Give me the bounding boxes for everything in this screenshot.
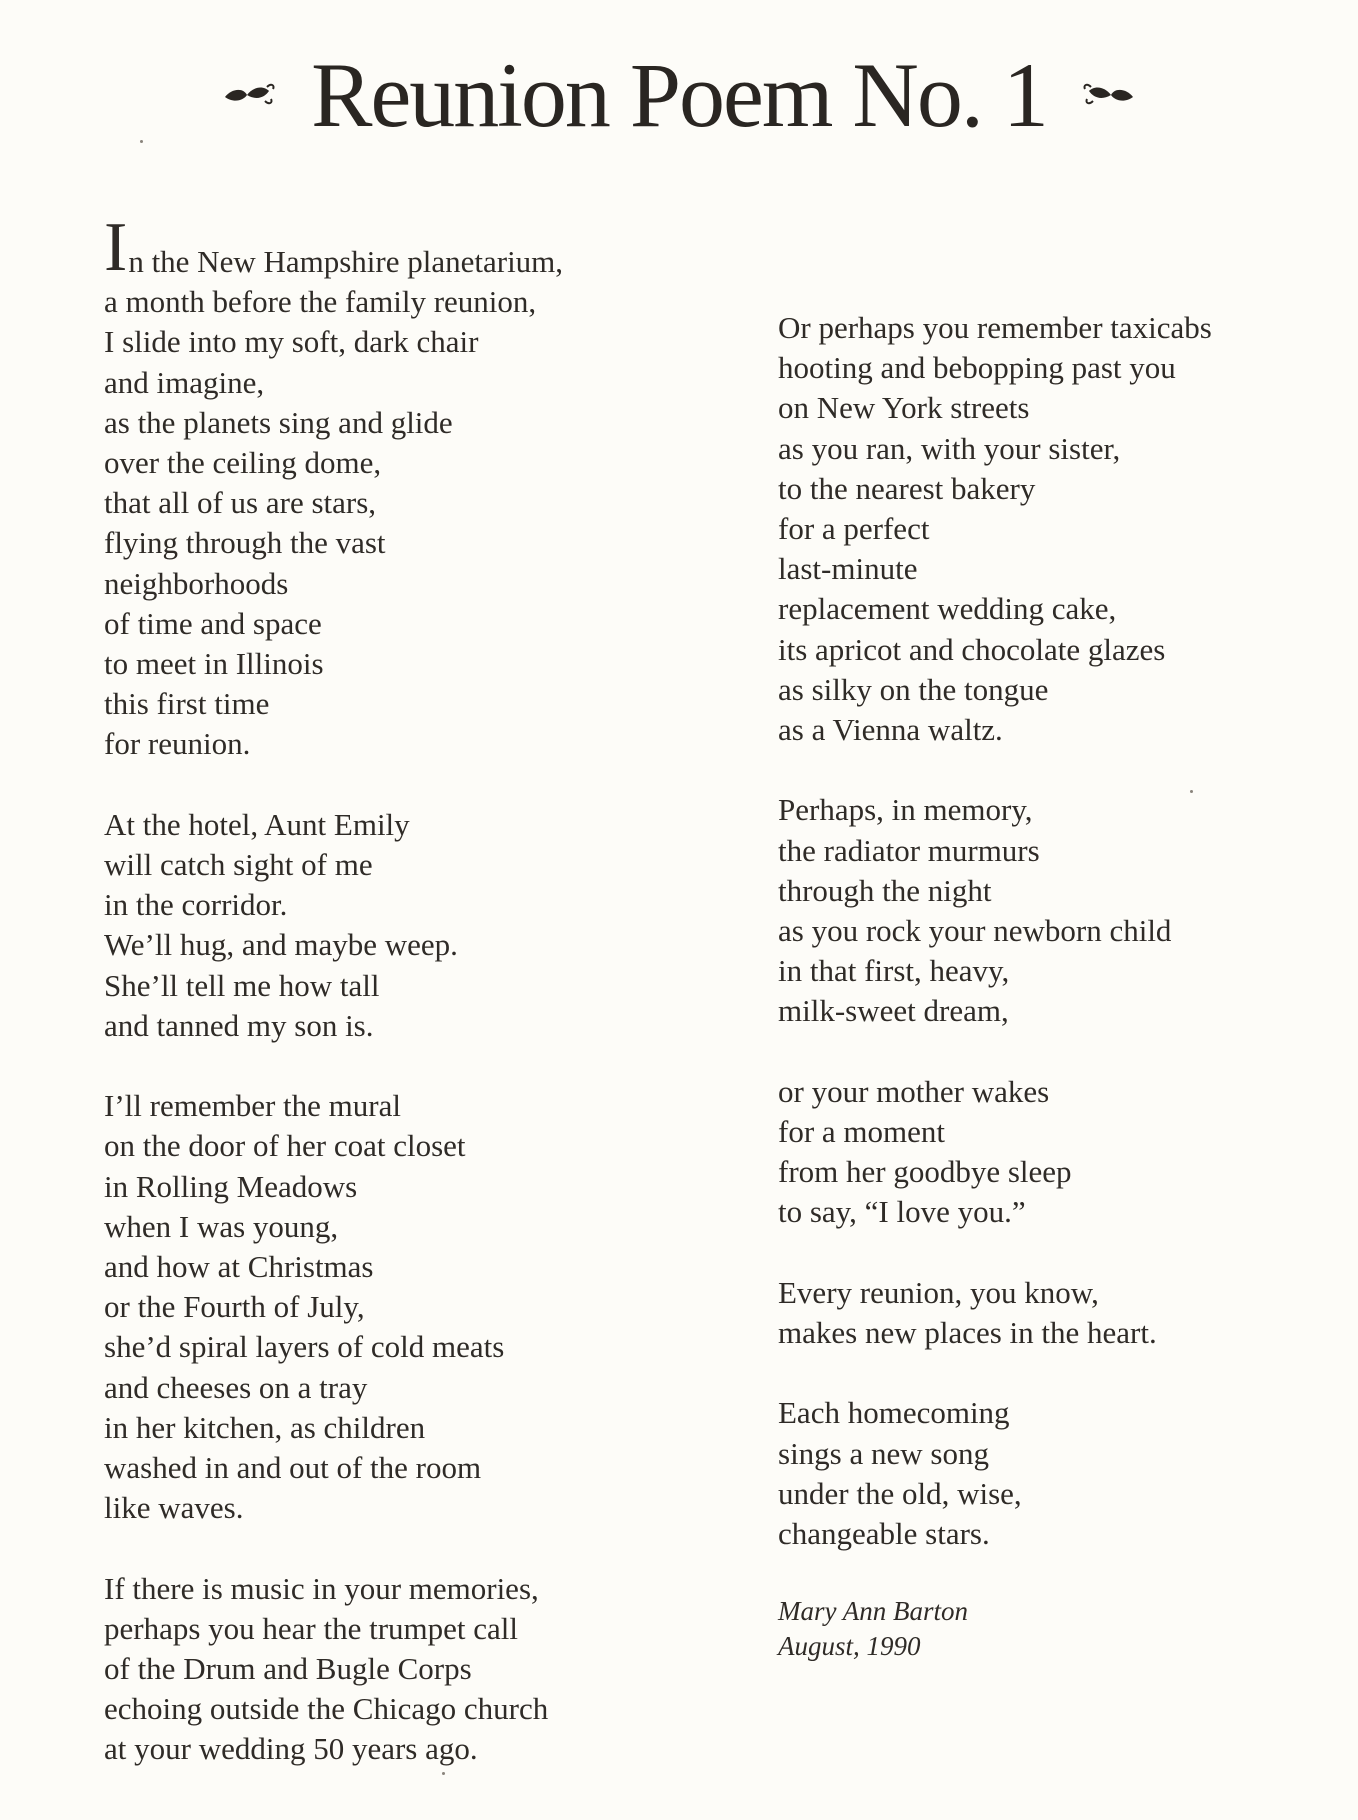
poem-line: its apricot and chocolate glazes bbox=[778, 631, 1166, 667]
poem-line: to the nearest bakery bbox=[778, 470, 1036, 506]
drop-cap: I bbox=[104, 209, 128, 286]
poem-line: hooting and bebopping past you bbox=[778, 350, 1176, 386]
poem-line: At the hotel, Aunt Emily bbox=[104, 806, 410, 842]
stanza bbox=[104, 1569, 664, 1770]
poem-line: from her goodbye sleep bbox=[778, 1154, 1072, 1190]
stanza bbox=[104, 209, 664, 765]
poem-line: We’ll hug, and maybe weep. bbox=[104, 927, 458, 963]
stanza bbox=[778, 308, 1338, 750]
paper-speck bbox=[1190, 790, 1193, 793]
poem-line: under the old, wise, bbox=[778, 1475, 1022, 1511]
poem-line: flying through the vast bbox=[104, 525, 386, 561]
poem-line: sings a new song bbox=[778, 1435, 989, 1471]
poem-line: this first time bbox=[104, 686, 270, 722]
poem-line: last-minute bbox=[778, 551, 918, 587]
poem-line: for reunion. bbox=[104, 726, 251, 762]
page-title: Reunion Poem No. 1 bbox=[311, 44, 1047, 146]
poem-line: that all of us are stars, bbox=[104, 485, 377, 521]
poem-line: through the night bbox=[778, 872, 992, 908]
poem-line: a month before the family reunion, bbox=[104, 284, 537, 320]
right-leaf-ornament-icon bbox=[1077, 75, 1141, 115]
poem-line: changeable stars. bbox=[778, 1516, 990, 1552]
poem-line: for a moment bbox=[778, 1114, 946, 1150]
poem-line: on New York streets bbox=[778, 390, 1030, 426]
stanza bbox=[778, 790, 1338, 1031]
stanza bbox=[104, 1086, 664, 1528]
poem-line: I’ll remember the mural bbox=[104, 1088, 401, 1124]
stanza bbox=[778, 1393, 1338, 1554]
stanza bbox=[778, 1273, 1338, 1353]
poem-line: and imagine, bbox=[104, 364, 265, 400]
poem-line: Or perhaps you remember taxicabs bbox=[778, 310, 1212, 345]
poem-line: like waves. bbox=[104, 1490, 244, 1526]
poem-line: for a perfect bbox=[778, 511, 930, 547]
poem-line: as silky on the tongue bbox=[778, 671, 1049, 707]
left-column bbox=[104, 209, 664, 1810]
poem-line: in that first, heavy, bbox=[778, 953, 1010, 989]
poem-line: Every reunion, you know, bbox=[778, 1274, 1099, 1310]
signature-block bbox=[778, 1594, 1338, 1664]
left-leaf-ornament-icon bbox=[217, 75, 281, 115]
first-line-text: n the New Hampshire planetarium, bbox=[128, 244, 564, 279]
poem-line: at your wedding 50 years ago. bbox=[104, 1731, 478, 1767]
poem-line: or your mother wakes bbox=[778, 1073, 1050, 1109]
poem-line: as the planets sing and glide bbox=[104, 404, 453, 440]
poem-line: the radiator murmurs bbox=[778, 832, 1040, 868]
poem-line: makes new places in the heart. bbox=[778, 1315, 1157, 1351]
poem-line: Perhaps, in memory, bbox=[778, 792, 1033, 828]
poem-line: I slide into my soft, dark chair bbox=[104, 324, 479, 360]
poem-line bbox=[104, 209, 664, 286]
poem-line: when I was young, bbox=[104, 1208, 339, 1244]
title-row bbox=[0, 40, 1358, 150]
poem-line: as you rock your newborn child bbox=[778, 913, 1172, 949]
poem-line: and tanned my son is. bbox=[104, 1007, 374, 1043]
poem-line: and how at Christmas bbox=[104, 1249, 374, 1285]
poem-line: on the door of her coat closet bbox=[104, 1128, 466, 1164]
stanza bbox=[778, 1072, 1338, 1233]
poem-line: in her kitchen, as children bbox=[104, 1409, 426, 1445]
stanza bbox=[104, 805, 664, 1046]
poem-line: of the Drum and Bugle Corps bbox=[104, 1651, 472, 1687]
poem-line: or the Fourth of July, bbox=[104, 1289, 365, 1325]
poem-line: to say, “I love you.” bbox=[778, 1194, 1026, 1230]
poem-line: will catch sight of me bbox=[104, 847, 373, 883]
poem-line: If there is music in your memories, bbox=[104, 1570, 539, 1606]
poem-date: August, 1990 bbox=[778, 1631, 921, 1662]
poem-line: perhaps you hear the trumpet call bbox=[104, 1610, 519, 1646]
poem-line: Each homecoming bbox=[778, 1395, 1010, 1431]
poem-line: of time and space bbox=[104, 605, 322, 641]
poem-line: in Rolling Meadows bbox=[104, 1168, 358, 1204]
poem-line: and cheeses on a tray bbox=[104, 1369, 368, 1405]
paper-speck bbox=[442, 1772, 445, 1775]
poem-line: washed in and out of the room bbox=[104, 1450, 482, 1486]
author-name: Mary Ann Barton bbox=[778, 1596, 968, 1627]
poem-line: milk-sweet dream, bbox=[778, 993, 1009, 1029]
poem-line: neighborhoods bbox=[104, 565, 289, 601]
poem-line: she’d spiral layers of cold meats bbox=[104, 1329, 505, 1365]
right-column bbox=[778, 308, 1338, 1664]
poem-line: as a Vienna waltz. bbox=[778, 712, 1003, 748]
poem-line: over the ceiling dome, bbox=[104, 445, 382, 481]
paper-speck bbox=[140, 140, 143, 143]
poem-line: as you ran, with your sister, bbox=[778, 430, 1121, 466]
poem-line: replacement wedding cake, bbox=[778, 591, 1117, 627]
poem-line: in the corridor. bbox=[104, 887, 288, 923]
poem-line: to meet in Illinois bbox=[104, 646, 324, 682]
poem-line: echoing outside the Chicago church bbox=[104, 1691, 549, 1727]
poem-line: She’ll tell me how tall bbox=[104, 967, 380, 1003]
